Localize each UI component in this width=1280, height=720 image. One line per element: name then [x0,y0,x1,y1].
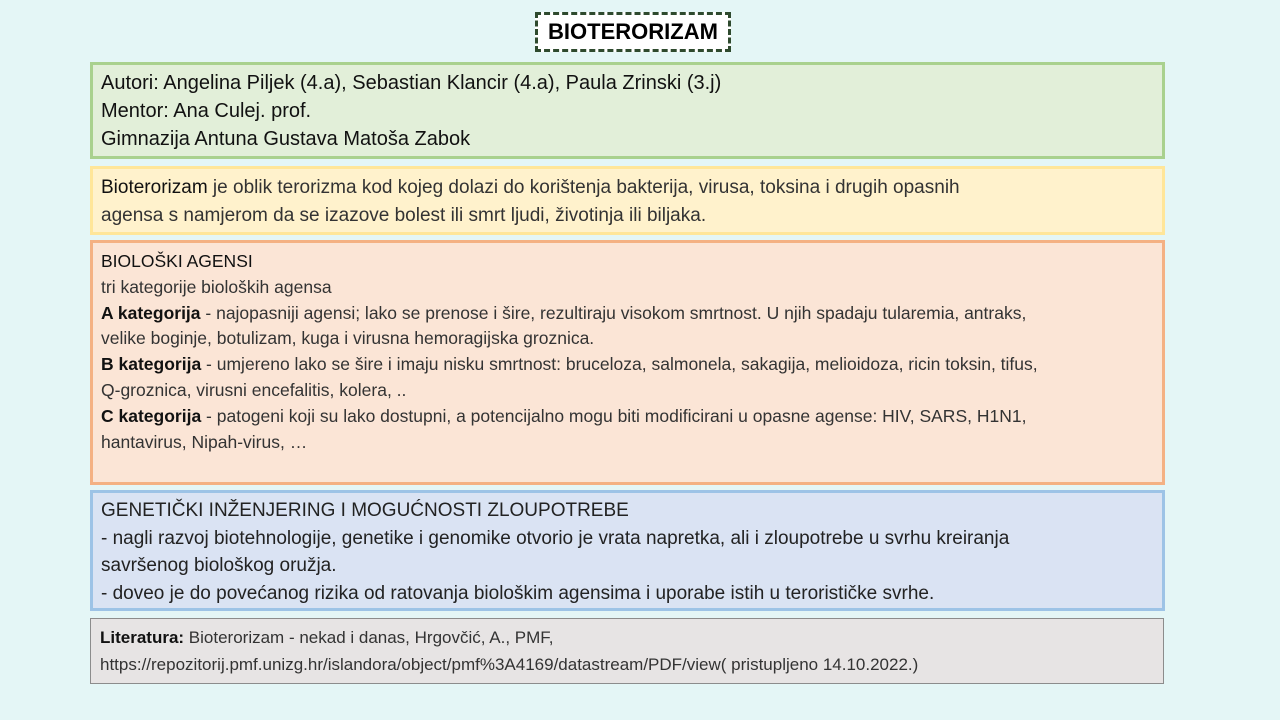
literature-line-1 [100,624,1154,651]
genetic-heading: GENETIČKI INŽENJERING I MOGUĆNOSTI ZLOUPOTREBE [101,500,629,521]
category-c-line-1 [101,404,1154,430]
category-a-line-2: velike boginje, botulizam, kuga i virusna hemoragijska groznica. [101,328,595,349]
page-title: BIOTERORIZAM [535,12,731,52]
mentor-line: Mentor: Ana Culej. prof. [101,100,312,122]
category-a-line-1 [101,301,1154,327]
category-b-line-1 [101,352,1154,378]
category-a-label: A kategorija [101,302,201,323]
school-line: Gimnazija Antuna Gustava Matoša Zabok [101,128,471,150]
definition-line-2: agensa s namjerom da se izazove bolest ili smrt ljudi, životinja ili biljaka. [101,205,707,226]
authors-box [90,62,1165,159]
category-b-text: - umjereno lako se šire i imaju nisku smrtnost: bruceloza, salmonela, sakagija, melioidoza, ricin toksin, tifus, [201,354,1038,375]
category-b-line-2: Q-groznica, virusni encefalitis, kolera, .. [101,379,407,400]
category-c-text: - patogeni koji su lako dostupni, a potencijalno mogu biti modificirani u opasne agense: HIV, SARS, H1N1, [201,405,1027,426]
category-b-label: B kategorija [101,354,202,375]
genetic-engineering-box [90,490,1165,611]
definition-line-1 [101,174,1154,202]
category-c-label: C kategorija [101,405,202,426]
category-c-line-2: hantavirus, Nipah-virus, … [101,431,308,452]
category-a-text: - najopasniji agensi; lako se prenose i šire, rezultiraju visokom smrtnost. U njih spadaju tularemia, antraks, [200,302,1027,323]
literature-url: https://repozitorij.pmf.unizg.hr/islandora/object/pmf%3A4169/datastream/PDF/view( pristupljeno 14.10.2022.) [100,655,919,674]
agents-heading: BIOLOŠKI AGENSI [101,251,253,271]
definition-text-1: je oblik terorizma kod kojeg dolazi do korištenja bakterija, virusa, toksina i drugih opasnih [207,177,960,198]
biological-agents-box [90,240,1165,485]
genetic-line-3: - doveo je do povećanog rizika od ratovanja biološkim agensima i uporabe istih u terorističke svrhe. [101,582,935,604]
genetic-line-1: - nagli razvoj biotehnologije, genetike i genomike otvorio je vrata napretka, ali i zloupotrebe u svrhu kreiranja [101,527,1010,549]
literature-text: Bioterorizam - nekad i danas, Hrgovčić, A., PMF, [184,628,554,647]
definition-term: Bioterorizam [101,177,208,198]
literature-box [90,618,1164,684]
agents-subheading: tri kategorije bioloških agensa [101,276,332,297]
authors-line: Autori: Angelina Piljek (4.a), Sebastian Klancir (4.a), Paula Zrinski (3.j) [101,72,722,94]
definition-box [90,166,1165,235]
genetic-line-2: savršenog biološkog oružja. [101,555,337,576]
literature-label: Literatura: [100,628,185,647]
